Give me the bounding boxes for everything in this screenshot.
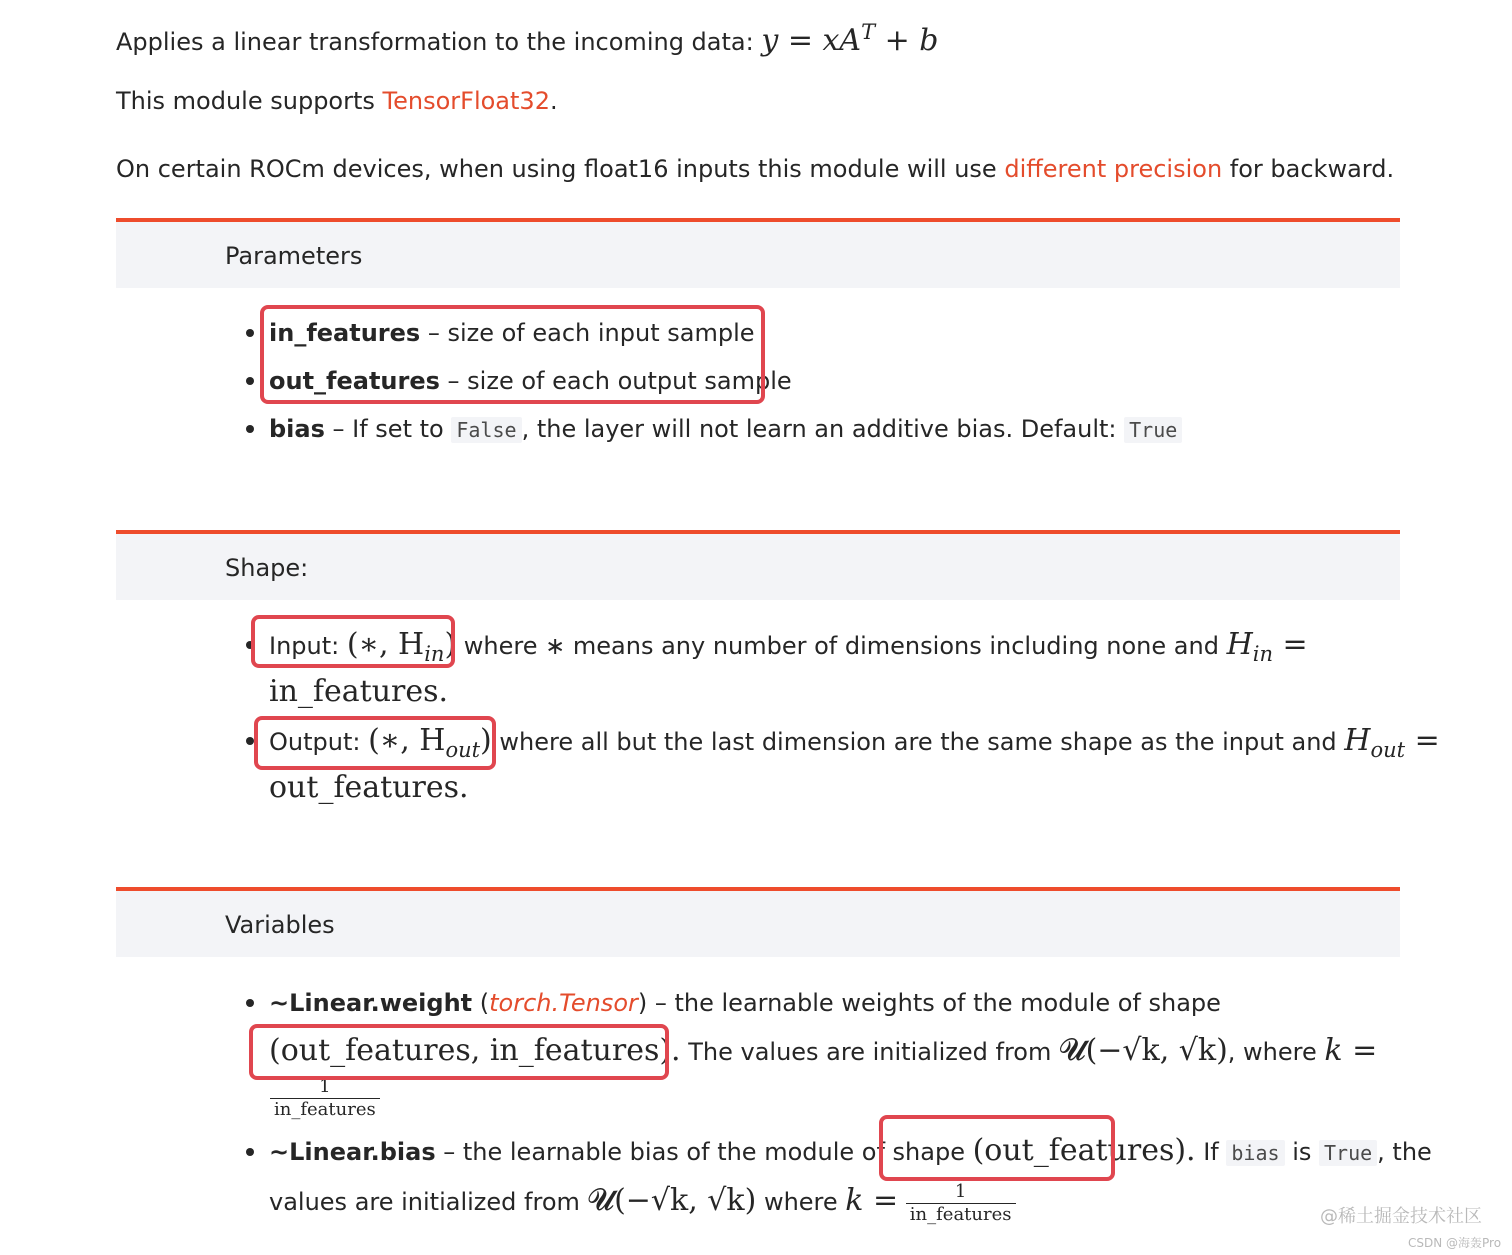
shape-input-continuation: in_features.: [269, 674, 449, 709]
tensorfloat32-link[interactable]: TensorFloat32: [382, 87, 550, 115]
torch-tensor-link[interactable]: torch.Tensor: [489, 989, 638, 1017]
shape-header: [116, 534, 1400, 600]
shape-input: Input: (∗, $H_{in}$) where ∗ means any number of dimensions including none and $H_{in}$ =: [269, 627, 1308, 666]
code-true: True: [1319, 1140, 1377, 1166]
param-out-features: out_features – size of each output sample: [269, 367, 792, 395]
parameters-title: Parameters: [225, 242, 363, 270]
highlight-box-input: [251, 615, 455, 668]
watermark: @稀土掘金技术社区: [1320, 1206, 1482, 1227]
var-bias: ~Linear.bias – the learnable bias of the module of shape (out_features). If bias is True , the: [269, 1133, 1432, 1168]
var-weight-line-2: (out_features, in_features). The values are initialized from 𝓤(−√k, √k), where k =: [269, 1033, 1378, 1068]
highlight-box-output: [254, 716, 496, 770]
code-bias: bias: [1226, 1140, 1284, 1166]
different-precision-link[interactable]: different precision: [1004, 155, 1223, 183]
intro-line-1: Applies a linear transformation to the incoming data: $y = xA^T + b$: [116, 20, 939, 58]
bullet: [246, 377, 254, 385]
bullet: [246, 999, 254, 1007]
code-true: True: [1124, 417, 1182, 443]
formula: $y = xA^T + b$: [761, 20, 939, 58]
highlight-box-weight-shape: [249, 1024, 669, 1080]
bullet: [246, 425, 254, 433]
var-weight-fraction: $\frac{1}{\text{in\_features}}$: [270, 1076, 380, 1121]
var-weight: ~Linear.weight (torch.Tensor) – the learnable weights of the module of shape: [269, 989, 1221, 1017]
variables-header: [116, 891, 1400, 957]
shape-output-continuation: out_features.: [269, 770, 469, 805]
shape-title: Shape:: [225, 554, 309, 582]
bullet: [246, 329, 254, 337]
highlight-box-bias-shape: [879, 1115, 1115, 1181]
param-bias: bias – If set to False , the layer will not learn an additive bias. Default: True: [269, 412, 1182, 447]
code-false: False: [451, 417, 521, 443]
intro-line-2: This module supports TensorFloat32.: [116, 87, 558, 115]
param-in-features: in_features – size of each input sample: [269, 319, 755, 347]
highlight-box-parameters: [260, 305, 765, 404]
bullet: [246, 1148, 254, 1156]
var-bias-line-2: values are initialized from 𝓤(−√k, √k) where k = $\frac{1}{\text{in\_features}}$: [269, 1180, 1016, 1226]
shape-output: Output: (∗, $H_{out}$) where all but the last dimension are the same shape as the input and $H_{out}$ =: [269, 723, 1440, 762]
parameters-header: [116, 222, 1400, 288]
intro-line-3: On certain ROCm devices, when using float16 inputs this module will use different precision for backward.: [116, 155, 1395, 183]
watermark-csdn: CSDN @海轰Pro: [1408, 1236, 1502, 1250]
bullet: [246, 737, 254, 745]
variables-title: Variables: [225, 911, 335, 939]
